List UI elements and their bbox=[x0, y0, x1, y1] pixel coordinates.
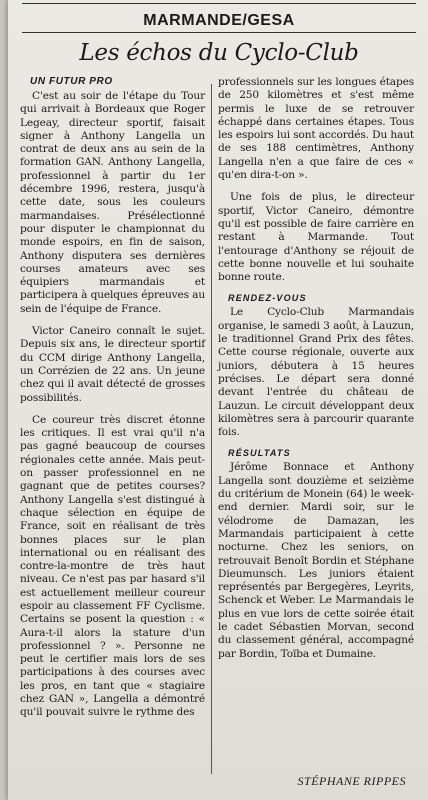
top-rule bbox=[22, 3, 416, 4]
kicker-futur-pro: UN FUTUR PRO bbox=[30, 76, 113, 87]
section-rubric: MARMANDE/GESA bbox=[143, 12, 295, 29]
paragraph: C'est au soir de l'étape du Tour qui arrivait à Bordeaux que Roger Legeay, directeur sportif, faisait signer à Anthony Langella un contrat de deux ans au sein de la formation GAN. Anthony Langella, professionnel à partir du 1er décembre 1996, restera, jusqu'à cette date, sous les couleurs marmandaises. Présélectionné pour disputer le championnat du monde espoirs, en fin de saison, Anthony disputera ses dernières courses amateurs avec ses équipiers marmandais et participera à quelques épreuves au sein de l'équipe de France. bbox=[20, 90, 205, 315]
paragraph: Victor Caneiro connaît le sujet. Depuis six ans, le directeur sportif du CCM dirige Anthony Langella, un Corrézien de 22 ans. Un jeune chez qui il avait détecté de grosses possibilités. bbox=[20, 325, 205, 404]
paragraph: professionnels sur les longues étapes de 250 kilomètres et s'est même permis le luxe de se retrouver échappé dans certaines étapes. Tous les espoirs lui sont accordés. Du haut de ses 188 centimètres, Anthony Langella n'en a que faire de ces « qu'en dira-t-on ». bbox=[218, 76, 414, 182]
paragraph: Ce coureur très discret étonne les critiques. Il est vrai qu'il n'a pas gagné beaucoup de courses régionales cette année. Mais peut-on passer professionnel en ne gagnant que de petites courses? Anthony Langella s'est distingué à chaque sélection en équipe de France, soit en réalisant de très bonnes places sur le plan international ou en réalisant des contre-la-montre de très haut niveau. Ce n'est pas par hasard s'il est actuellement meilleur coureur espoir au classement FF Cyclisme. Certains se posent la question : « Aura-t-il alors la stature d'un professionnel ? ». Personne ne peut le certifier mais lors de ses participations à des courses avec les pros, en tant que « stagiaire chez GAN », Langella a démontré qu'il pouvait suivre le rythme des bbox=[20, 413, 205, 719]
paragraph: Jérôme Bonnace et Anthony Langella sont douzième et seizième du critérium de Monein (64) le week-end dernier. Mardi soir, sur le vélodrome de Damazan, les Marmandais participaient à cette nocturne. Chez les seniors, on retrouvait Benoît Bordin et Stéphane Dieumunsch. Les juniors étaient représentés par Bergegères, Leyrits, Schenck et Weber. Le Marmandais le plus en vue lors de cette soirée était le cadet Sébastien Morvan, second du classement général, accompagné par Bordin, Toïba et Dumaine. bbox=[218, 461, 414, 660]
column-divider bbox=[211, 84, 212, 774]
kicker-rendez-vous: RENDEZ-VOUS bbox=[228, 293, 307, 304]
paragraph: Le Cyclo-Club Marmandais organise, le samedi 3 août, à Lauzun, le traditionnel Grand Prix des fêtes. Cette course régionale, ouverte aux juniors, débutera à 15 heures précises. Le départ sera donné devant l'entrée du château de Lauzun. Le circuit développant deux kilomètres sera à parcourir quarante fois. bbox=[218, 306, 414, 439]
left-column bbox=[20, 76, 205, 729]
kicker-resultats: RÉSULTATS bbox=[228, 448, 291, 459]
byline: STÉPHANE RIPPES bbox=[297, 774, 406, 788]
paragraph: Une fois de plus, le directeur sportif, Victor Caneiro, démontre qu'il est possible de faire carrière en restant à Marmande. Tout l'entourage d'Anthony se réjouit de cette bonne nouvelle et lui souhaite bonne route. bbox=[218, 191, 414, 284]
rubric-rule bbox=[22, 32, 416, 33]
right-column bbox=[218, 76, 414, 670]
headline: Les échos du Cyclo-Club bbox=[79, 40, 359, 66]
